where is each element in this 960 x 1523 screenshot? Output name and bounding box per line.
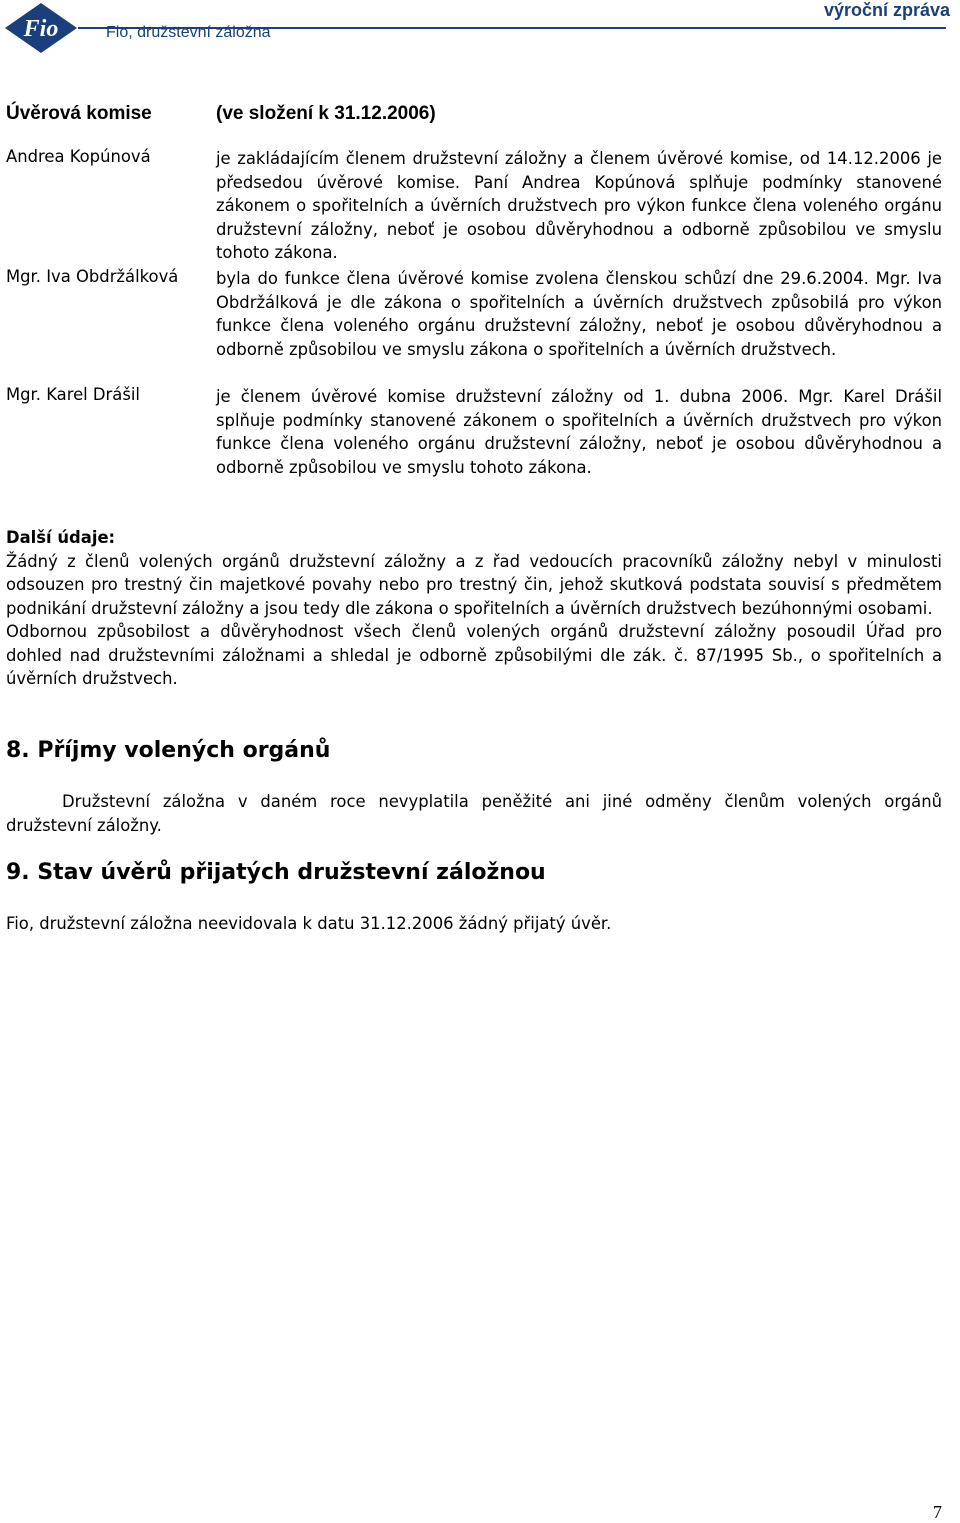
section-8-title: 8. Příjmy volených orgánů	[6, 738, 331, 763]
committee-date: (ve složení k 31.12.2006)	[216, 103, 436, 124]
section-9-text: Fio, družstevní záložna neevidovala k datu 31.12.2006 žádný přijatý úvěr.	[6, 914, 612, 933]
fio-logo-icon	[4, 2, 78, 54]
committee-heading	[6, 103, 436, 125]
member-description: je členem úvěrové komise družstevní záložny od 1. dubna 2006. Mgr. Karel Drášil splňuje podmínky stanovené zákonem o spořitelních a úvěrních družstvech pro výkon funkce člena voleného orgánu družstevní záložny, neboť je osobou důvěryhodnou a odborně způsobilou ve smyslu tohoto zákona.	[216, 387, 942, 477]
company-name: Fio, družstevní záložna	[106, 24, 271, 41]
other-info-paragraph: Odbornou způsobilost a důvěryhodnost všech členů volených orgánů družstevní záložny posoudil Úřad pro dohled nad družstevními záložnami a shledal je odborně způsobilými dle zák. č. 87/1995 Sb., o spořitelních a úvěrních družstvech.	[6, 622, 942, 688]
page-header	[0, 0, 960, 56]
member-description: byla do funkce člena úvěrové komise zvolena členskou schůzí dne 29.6.2004. Mgr. Iva Obdržálková je dle zákona o spořitelních a úvěrních družstvech způsobilá pro výkon funkce člena voleného orgánu družstevní záložny, neboť je osobou důvěryhodnou a odborně způsobilou ve smyslu zákona o spořitelních a úvěrních družstvech.	[216, 269, 942, 359]
member-name: Mgr. Karel Drášil	[6, 385, 140, 404]
member-description: je zakládajícím členem družstevní záložny a členem úvěrové komise, od 14.12.2006 je předsedou úvěrové komise. Paní Andrea Kopúnová splňuje podmínky stanovené zákonem o spořitelních a úvěrních družstvech pro výkon funkce člena voleného orgánu družstevní záložny, neboť je osobou důvěryhodnou a odborně způsobilou ve smyslu tohoto zákona.	[216, 149, 942, 262]
section-8-text: Družstevní záložna v daném roce nevyplatila peněžité ani jiné odměny členům volených orgánů družstevní záložny.	[6, 792, 942, 835]
page-number: 7	[933, 1502, 942, 1522]
other-info-paragraph: Žádný z členů volených orgánů družstevní záložny a z řad vedoucích pracovníků záložny nebyl v minulosti odsouzen pro trestný čin majetkové povahy nebo pro trestný čin, jehož skutková podstata souvisí s předmětem podnikání družstevní záložny a jsou tedy dle zákona o spořitelních a úvěrních družstvech bezúhonnými osobami.	[6, 551, 942, 618]
section-9-title: 9. Stav úvěrů přijatých družstevní záložnou	[6, 860, 546, 885]
svg-text:Fio: Fio	[23, 16, 59, 42]
other-info-heading: Další údaje:	[6, 528, 116, 547]
committee-title: Úvěrová komise	[6, 103, 152, 124]
other-info-section	[6, 526, 942, 691]
member-name: Andrea Kopúnová	[6, 147, 151, 166]
report-label: výroční zpráva	[823, 0, 950, 20]
member-name: Mgr. Iva Obdržálková	[6, 267, 179, 286]
